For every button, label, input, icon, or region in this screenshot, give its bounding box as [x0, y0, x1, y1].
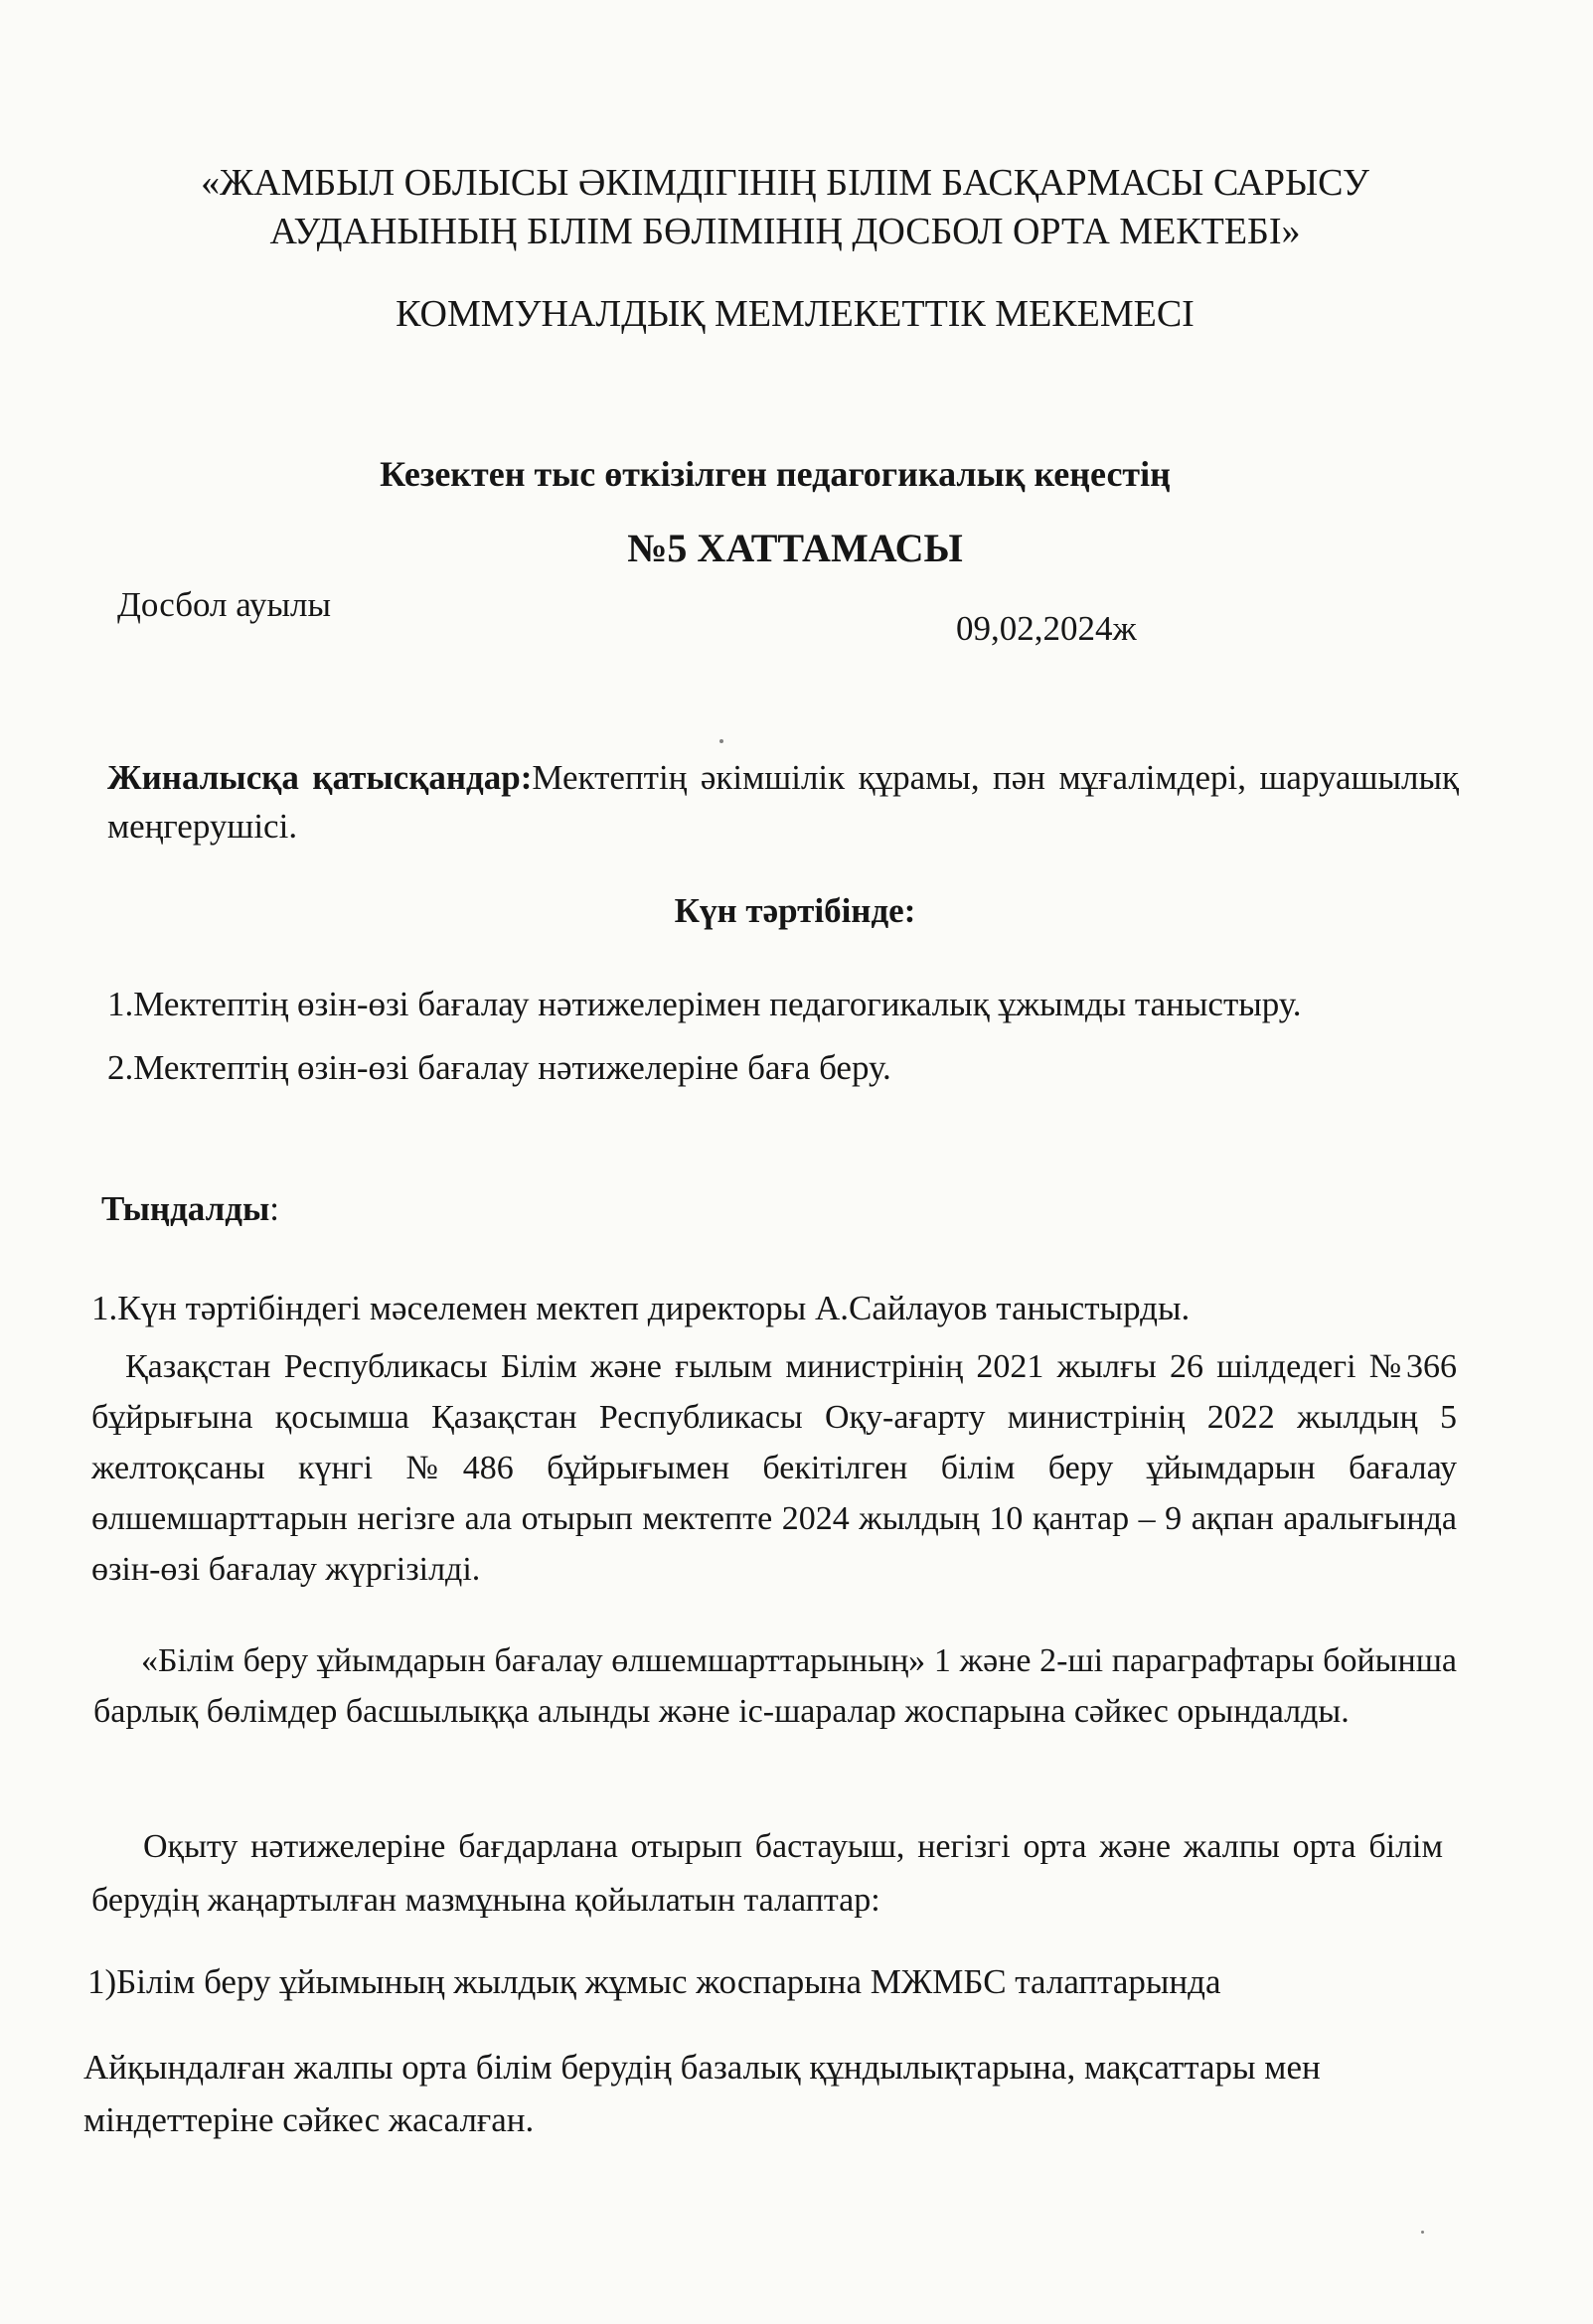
council-title: Кезектен тыс өткізілген педагогикалық кеңестің — [380, 454, 1171, 494]
attendees-text: Мектептің әкімшілік құрамы, пән мұғалімдері, шаруашылық меңгерушісі. — [107, 758, 1460, 846]
requirement-line: 1)Білім беру ұйымының жылдық жұмыс жоспарына МЖМБС талаптарында — [87, 1962, 1221, 2001]
agenda-item: 1.Мектептің өзін-өзі бағалау нәтижелерімен педагогикалық ұжымды таныстыру. — [107, 985, 1302, 1023]
heard-punctuation: : — [269, 1189, 280, 1228]
heard-agenda-item: 1.Күн тәртібіндегі мәселемен мектеп директоры А.Сайлауов таныстырды. — [91, 1289, 1191, 1327]
institution-type: КОММУНАЛДЫҚ МЕМЛЕКЕТТІК МЕКЕМЕСІ — [396, 293, 1195, 335]
document-header-institution — [189, 159, 1381, 255]
institution-line-1: «ЖАМБЫЛ ОБЛЫСЫ ӘКІМДІГІНІҢ БІЛІМ БАСҚАРМАСЫ САРЫСУ — [201, 162, 1369, 204]
scan-speck — [1421, 2231, 1424, 2234]
institution-line-2: АУДАНЫНЫҢ БІЛІМ БӨЛІМІНІҢ ДОСБОЛ ОРТА МЕКТЕБІ» — [269, 210, 1301, 252]
heard-heading — [101, 1188, 499, 1230]
attendees-paragraph — [107, 753, 1459, 851]
body-paragraph: Қазақстан Республикасы Білім және ғылым министрінің 2021 жылғы 26 шілдедегі №366 бұйрығына қосымша Қазақстан Республикасы Оқу-ағарту министрінің 2022 жылдың 5 желтоқсаны күнгі №486 бұйрығымен бекітілген білім беру ұйымдарын бағалау өлшемшарттарын негізге ала отырып мектепте 2024 жылдың 10 қантар – 9 ақпан аралығында өзін-өзі бағалау жүргізілді. — [91, 1348, 1457, 1588]
agenda-title: Күн тәртібінде: — [674, 891, 916, 930]
attendees-label: Жиналысқа қатысқандар: — [107, 758, 533, 797]
protocol-title: №5 ХАТТАМАСЫ — [627, 526, 963, 570]
body-paragraph: «Білім беру ұйымдарын бағалау өлшемшарттарының» 1 және 2-ші параграфтары бойынша барлық бөлімдер басшылыққа алынды және іс-шаралар жоспарына сәйкес орындалды. — [93, 1642, 1457, 1730]
body-paragraph: Оқыту нәтижелеріне бағдарлана отырып бастауыш, негізгі орта және жалпы орта білім берудің жаңартылған мазмұнына қойылатын талаптар: — [91, 1828, 1443, 1919]
heard-label: Тыңдалды — [101, 1189, 270, 1228]
agenda-item: 2.Мектептің өзін-өзі бағалау нәтижелеріне баға беру. — [107, 1048, 891, 1087]
meeting-location: Досбол ауылы — [117, 585, 332, 624]
scan-speck — [719, 739, 723, 743]
meeting-date: 09,02,2024ж — [956, 609, 1137, 648]
requirement-continuation: Айқындалған жалпы орта білім берудің базалық құндылықтарына, мақсаттары мен міндеттеріне сәйкес жасалған. — [83, 2048, 1321, 2140]
